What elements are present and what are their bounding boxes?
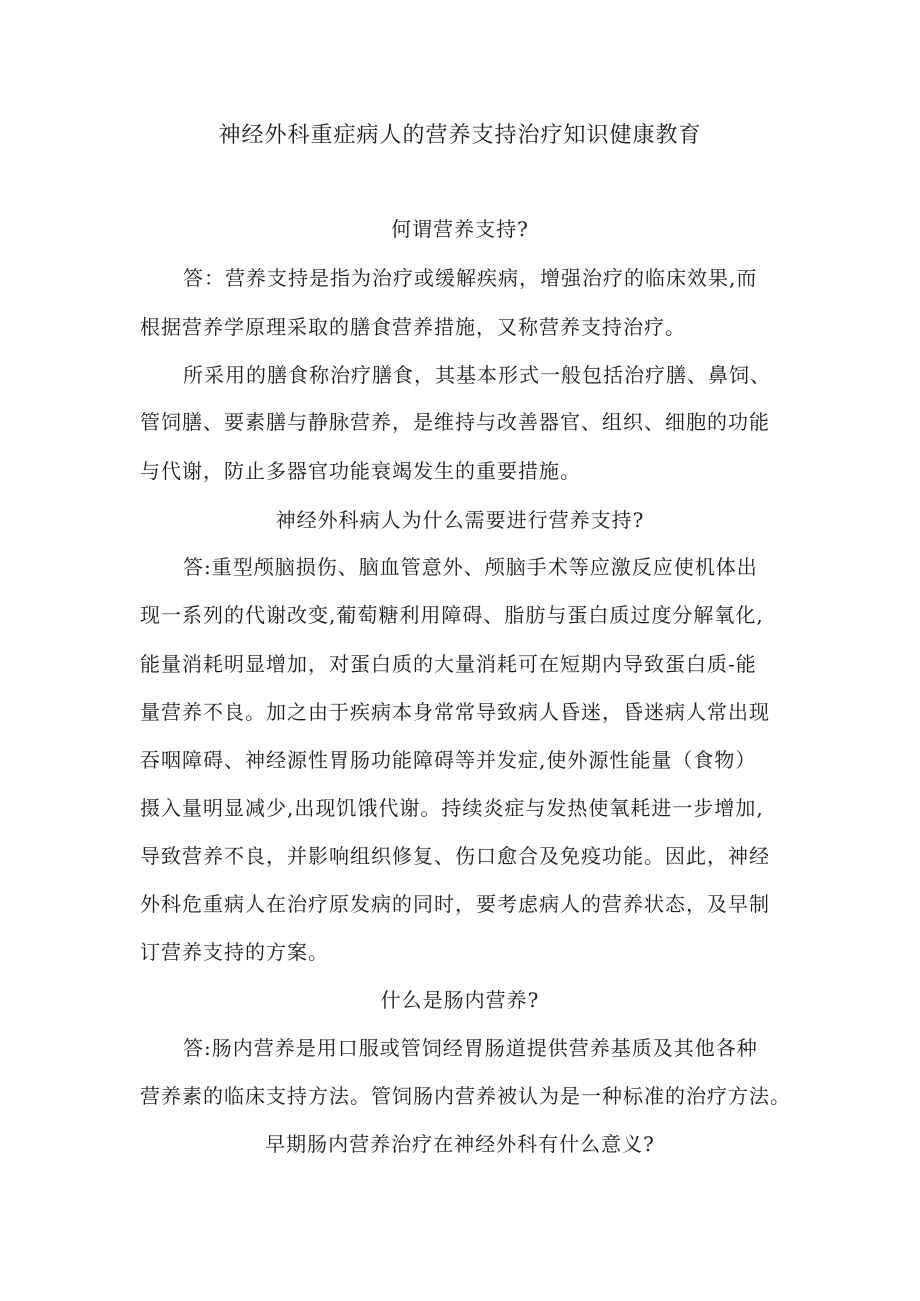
document-title: 神经外科重症病人的营养支持治疗知识健康教育 xyxy=(218,123,702,148)
paragraph-line: 管饲膳、要素膳与静脉营养，是维持与改善器官、组织、细胞的功能 xyxy=(140,410,770,434)
section-heading: 神经外科病人为什么需要进行营养支持? xyxy=(275,508,645,532)
paragraph-line: 能量消耗明显增加，对蛋白质的大量消耗可在短期内导致蛋白质-能 xyxy=(140,652,757,676)
paragraph-line: 订营养支持的方案。 xyxy=(140,940,329,964)
paragraph-line: 外科危重病人在治疗原发病的同时，要考虑病人的营养状态，及早制 xyxy=(140,892,770,916)
paragraph-line: 摄入量明显减少,出现饥饿代谢。持续炎症与发热使氧耗进一步增加, xyxy=(140,796,764,820)
paragraph-line: 与代谢，防止多器官功能衰竭发生的重要措施。 xyxy=(140,459,581,483)
paragraph-line: 答:重型颅脑损伤、脑血管意外、颅脑手术等应激反应使机体出 xyxy=(183,555,758,579)
paragraph-line: 所采用的膳食称治疗膳食，其基本形式一般包括治疗膳、鼻饲、 xyxy=(183,363,771,387)
paragraph-line: 根据营养学原理采取的膳食营养措施，又称营养支持治疗。 xyxy=(140,315,686,339)
section-heading: 什么是肠内营养? xyxy=(380,988,540,1012)
paragraph-line: 答:肠内营养是用口服或管饲经胃肠道提供营养基质及其他各种 xyxy=(183,1036,758,1060)
paragraph-line: 量营养不良。加之由于疾病本身常常导致病人昏迷，昏迷病人常出现 xyxy=(140,700,770,724)
paragraph-line: 现一系列的代谢改变,葡萄糖利用障碍、脂肪与蛋白质过度分解氧化, xyxy=(140,603,764,627)
paragraph-line: 营养素的临床支持方法。管饲肠内营养被认为是一种标准的治疗方法。 xyxy=(140,1084,791,1108)
paragraph-line: 答：营养支持是指为治疗或缓解疾病，增强治疗的临床效果,而 xyxy=(183,266,758,290)
section-heading: 早期肠内营养治疗在神经外科有什么意义? xyxy=(265,1132,655,1156)
section-heading: 何谓营养支持? xyxy=(391,217,529,241)
paragraph-line: 导致营养不良，并影响组织修复、伤口愈合及免疫功能。因此，神经 xyxy=(140,844,770,868)
paragraph-line: 吞咽障碍、神经源性胃肠功能障碍等并发症,使外源性能量（食物） xyxy=(140,748,757,772)
